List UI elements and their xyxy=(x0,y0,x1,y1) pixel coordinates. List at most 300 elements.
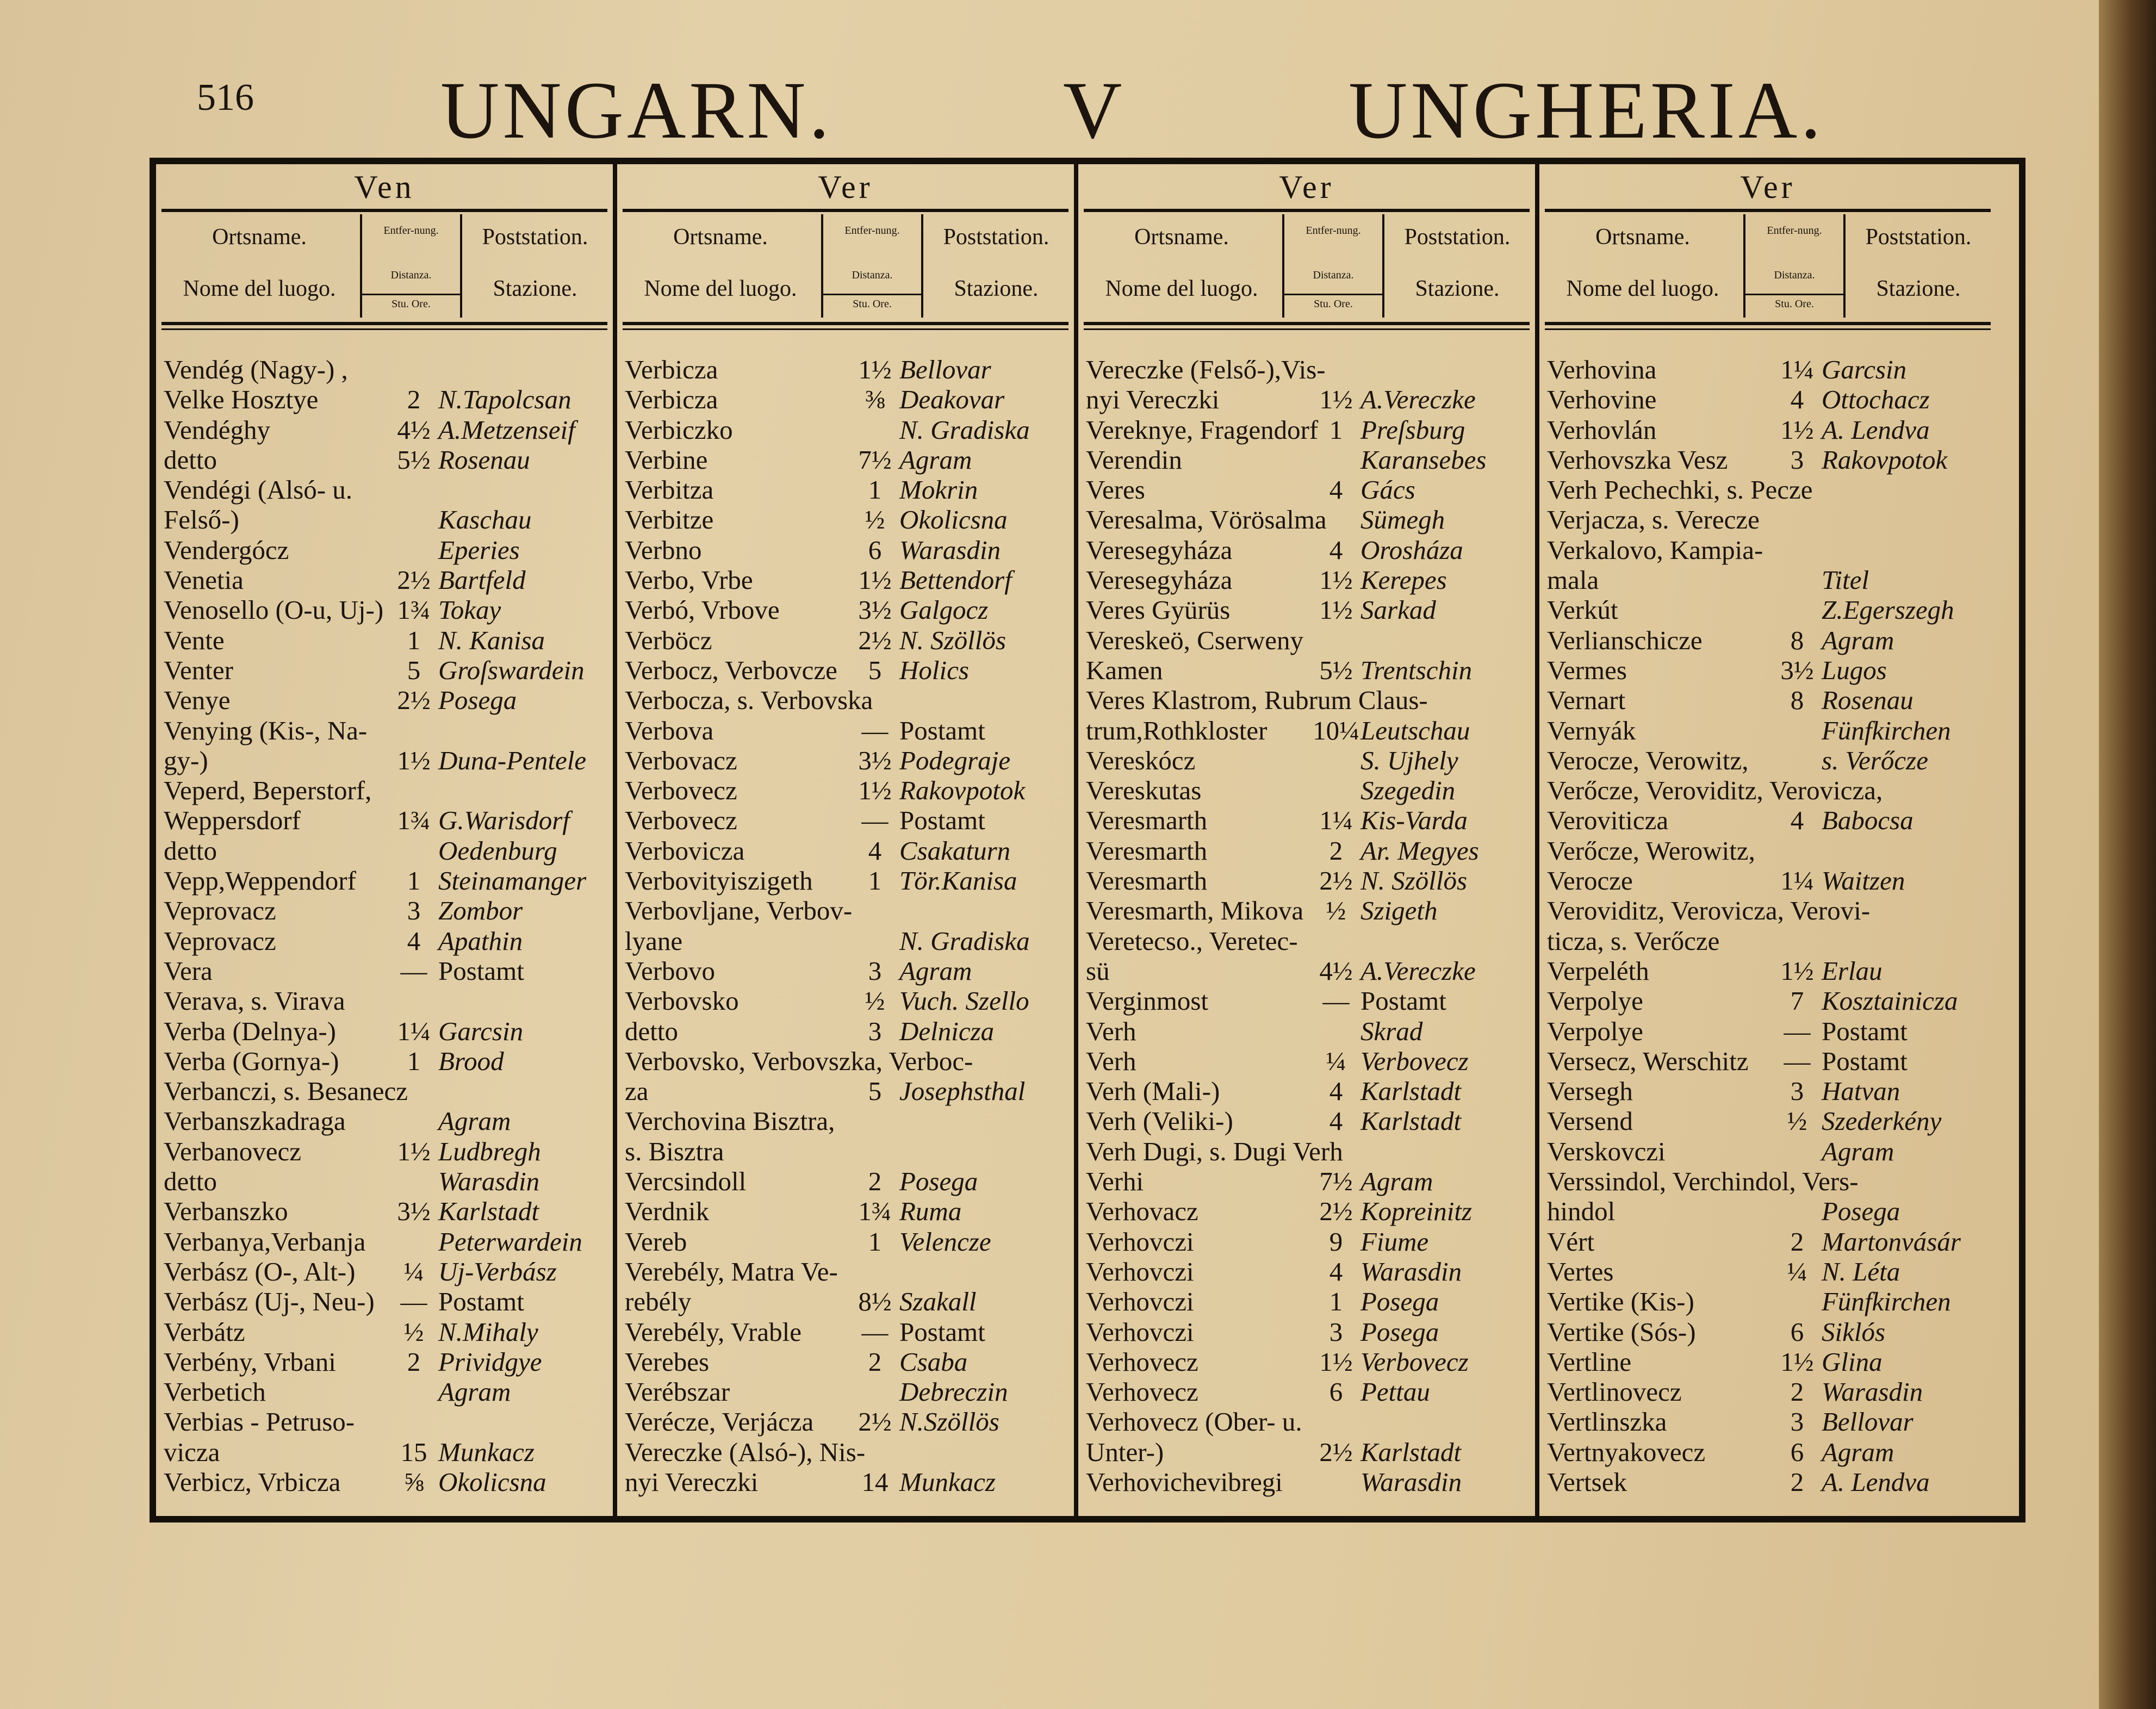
list-item xyxy=(164,565,610,595)
list-item xyxy=(1547,565,1993,595)
list-item xyxy=(625,535,1071,565)
post-station: G.Warisdorf xyxy=(438,805,570,836)
list-item xyxy=(1547,1437,1993,1467)
place-name: Verh xyxy=(1086,1046,1136,1076)
distance-value: 6 xyxy=(868,535,882,565)
place-name: Vereczke (Alsó-), Nis- xyxy=(625,1437,866,1467)
place-name: Verbicz, Vrbicza xyxy=(164,1466,341,1497)
header-rule xyxy=(1545,209,1991,212)
list-item xyxy=(1547,926,1993,956)
place-name: sü xyxy=(1086,955,1110,986)
post-station: Trentschin xyxy=(1360,655,1472,685)
place-name: Verba (Gornya-) xyxy=(164,1046,339,1076)
list-item xyxy=(1086,926,1532,956)
list-item xyxy=(164,355,610,384)
list-item xyxy=(625,896,1071,925)
post-station: Szakall xyxy=(899,1287,977,1317)
list-item xyxy=(164,595,610,625)
header-distance-unit: Stu. Ore. xyxy=(823,294,921,310)
entry-list xyxy=(164,355,610,1497)
place-name: Verkút xyxy=(1547,595,1618,625)
post-station: Szigeth xyxy=(1360,896,1438,926)
post-station: Garcsin xyxy=(438,1016,524,1046)
list-item xyxy=(625,986,1071,1016)
post-station: Postamt xyxy=(1822,1046,1908,1076)
header-distance-german: Entfer-nung. xyxy=(1767,225,1822,237)
place-name: Vertline xyxy=(1547,1346,1632,1377)
distance-value: 4½ xyxy=(1319,955,1353,986)
place-name: trum,Rothkloster xyxy=(1086,715,1267,745)
entry-list xyxy=(625,355,1071,1497)
post-station: Kaschau xyxy=(438,505,532,535)
list-item xyxy=(164,896,610,925)
distance-value: 8 xyxy=(1790,625,1804,655)
distance-value: 3 xyxy=(868,955,882,986)
place-name: Vertes xyxy=(1547,1256,1614,1287)
distance-value: 1½ xyxy=(1780,414,1814,445)
distance-value: — xyxy=(400,1287,427,1317)
header-distance-german: Entfer-nung. xyxy=(383,225,439,237)
post-station: Gács xyxy=(1360,475,1415,505)
place-name: Vertsek xyxy=(1547,1466,1627,1497)
entry-list xyxy=(1547,355,1993,1497)
place-name: hindol xyxy=(1547,1196,1616,1227)
list-item xyxy=(625,655,1071,685)
list-item xyxy=(625,956,1071,986)
list-item xyxy=(625,1046,1071,1076)
column-heading: Ver xyxy=(1279,169,1334,205)
post-station: Posega xyxy=(438,685,517,716)
post-station: Fünfkirchen xyxy=(1822,715,1951,745)
header-rule xyxy=(1545,328,1991,330)
post-station: Warasdin xyxy=(1360,1256,1462,1287)
list-item xyxy=(1086,1287,1532,1316)
distance-value: 1¼ xyxy=(1319,805,1353,836)
distance-value: 9 xyxy=(1329,1226,1343,1257)
post-station: Okolicsna xyxy=(438,1466,546,1497)
place-name: Vertlinszka xyxy=(1547,1407,1667,1437)
header-rule xyxy=(623,322,1068,325)
place-name: Verjacza, s. Verecze xyxy=(1547,505,1760,535)
list-item xyxy=(164,1136,610,1166)
header-post-italian: Stazione. xyxy=(1415,276,1500,301)
place-name: Verbász (Uj-, Neu-) xyxy=(164,1287,375,1317)
header-name-italian: Nome del luogo. xyxy=(183,276,336,301)
post-station: Martonvásár xyxy=(1822,1226,1961,1257)
distance-value: ½ xyxy=(865,505,885,535)
post-station: Szegedin xyxy=(1360,775,1456,806)
place-name: vicza xyxy=(164,1437,220,1467)
post-station: Galgocz xyxy=(899,595,989,625)
post-station: Posega xyxy=(1822,1196,1900,1227)
post-station: s. Verőcze xyxy=(1822,745,1928,775)
place-name: Vertike (Sós-) xyxy=(1547,1316,1696,1347)
place-name: Verpolye xyxy=(1547,1016,1643,1046)
place-name: Versend xyxy=(1547,1106,1633,1136)
distance-value: 7½ xyxy=(1319,1166,1353,1197)
post-station: A.Metzenseif xyxy=(438,414,575,445)
list-item xyxy=(1547,836,1993,866)
list-item xyxy=(164,1377,610,1407)
list-item xyxy=(1547,625,1993,655)
distance-value: 1½ xyxy=(397,745,431,775)
list-item xyxy=(164,475,610,505)
place-name: Verhovine xyxy=(1547,384,1657,415)
post-station: Postamt xyxy=(1822,1016,1908,1046)
post-station: Bettendorf xyxy=(899,565,1012,595)
page-number: 516 xyxy=(197,77,254,119)
distance-value: — xyxy=(861,1316,889,1347)
list-item xyxy=(1547,956,1993,986)
list-item xyxy=(625,716,1071,745)
list-item xyxy=(164,956,610,986)
place-name: Unter-) xyxy=(1086,1437,1164,1467)
book-gutter xyxy=(2099,0,2156,1709)
place-name: Verbanszko xyxy=(164,1196,288,1227)
place-name: detto xyxy=(164,835,217,866)
post-station: Brood xyxy=(438,1046,504,1076)
post-station: Kopreinitz xyxy=(1360,1196,1472,1227)
list-item xyxy=(1086,1016,1532,1046)
place-name: Verbetich xyxy=(164,1377,266,1407)
place-name: Venter xyxy=(164,655,233,685)
place-name: Venye xyxy=(164,685,231,716)
post-station: Babocsa xyxy=(1822,805,1913,836)
place-name: Versecz, Werschitz xyxy=(1547,1046,1749,1076)
place-name: Verocze, Verowitz, xyxy=(1547,745,1749,775)
distance-value: 2 xyxy=(868,1346,882,1377)
list-item xyxy=(625,1287,1071,1316)
distance-value: 14 xyxy=(861,1466,889,1497)
distance-value: ¼ xyxy=(1787,1256,1807,1287)
list-item xyxy=(164,655,610,685)
distance-value: 2½ xyxy=(397,685,431,716)
place-name: Verebély, Vrable xyxy=(625,1316,801,1347)
list-item xyxy=(1547,1287,1993,1316)
list-item xyxy=(164,1317,610,1347)
list-item xyxy=(625,1377,1071,1407)
place-name: Verőcze, Werowitz, xyxy=(1547,835,1755,866)
post-station: A.Vereczke xyxy=(1360,955,1476,986)
place-name: Verpeléth xyxy=(1547,955,1649,986)
distance-value: 2 xyxy=(1790,1226,1804,1257)
distance-value: 1¾ xyxy=(397,595,431,625)
post-station: Lugos xyxy=(1822,655,1887,685)
post-station: Postamt xyxy=(438,955,524,986)
place-name: Vereknye, Fragendorf xyxy=(1086,414,1319,445)
place-name: Verhovszka Vesz xyxy=(1547,444,1728,475)
list-item xyxy=(1086,1377,1532,1407)
list-item xyxy=(164,1196,610,1226)
place-name: Vereskeö, Cserweny xyxy=(1086,625,1304,655)
list-item xyxy=(1086,986,1532,1016)
distance-value: 1 xyxy=(407,1046,421,1076)
place-name: s. Bisztra xyxy=(625,1136,724,1166)
header-name-italian: Nome del luogo. xyxy=(1105,276,1258,301)
distance-value: 4½ xyxy=(397,414,431,445)
place-name: Vereb xyxy=(625,1226,687,1257)
post-station: Rosenau xyxy=(1822,685,1913,716)
list-item xyxy=(164,1166,610,1196)
place-name: Vendég (Nagy-) , xyxy=(164,355,348,384)
list-item xyxy=(1547,1257,1993,1287)
place-name: Vernart xyxy=(1547,685,1626,716)
distance-value: 5½ xyxy=(1319,655,1353,685)
post-station: Postamt xyxy=(899,1316,985,1347)
place-name: Verh (Mali-) xyxy=(1086,1076,1220,1107)
place-name: Vereskutas xyxy=(1086,775,1202,806)
place-name: Verebély, Matra Ve- xyxy=(625,1256,838,1287)
post-station: Prividgye xyxy=(438,1346,542,1377)
place-name: Vért xyxy=(1547,1226,1595,1257)
list-item xyxy=(625,1166,1071,1196)
distance-value: 4 xyxy=(1790,384,1804,415)
list-item xyxy=(625,1467,1071,1497)
place-name: Veresmarth xyxy=(1086,866,1208,896)
place-name: ticza, s. Verőcze xyxy=(1547,925,1720,956)
place-name: Vendéghy xyxy=(164,414,270,445)
distance-value: 4 xyxy=(1329,1256,1343,1287)
list-item xyxy=(625,415,1071,445)
distance-value: 1½ xyxy=(1319,595,1353,625)
distance-value: 5 xyxy=(868,1076,882,1107)
post-station: Bellovar xyxy=(1822,1407,1913,1437)
place-name: Verbovacz xyxy=(625,745,737,775)
list-item xyxy=(1086,1317,1532,1347)
list-item xyxy=(1547,805,1993,835)
distance-value: 1 xyxy=(868,866,882,896)
distance-value: 4 xyxy=(1329,1076,1343,1107)
place-name: Verhovecz xyxy=(1086,1377,1198,1407)
place-name: Verlianschicze xyxy=(1547,625,1703,655)
post-station: Hatvan xyxy=(1822,1076,1900,1107)
post-station: Agram xyxy=(1822,1437,1894,1467)
column-heading: Ven xyxy=(354,169,415,205)
post-station: Fünfkirchen xyxy=(1822,1287,1951,1317)
place-name: nyi Vereczki xyxy=(1086,384,1220,415)
place-name: Veres Gyürüs xyxy=(1086,595,1231,625)
distance-value: 2½ xyxy=(1319,1437,1353,1467)
place-name: Vente xyxy=(164,625,225,655)
post-station: Peterwardein xyxy=(438,1226,582,1257)
post-station: Debreczin xyxy=(899,1377,1008,1407)
list-item xyxy=(164,745,610,775)
table-column xyxy=(1539,164,1996,1516)
header-rule xyxy=(1084,322,1530,325)
distance-value: 6 xyxy=(1329,1377,1343,1407)
distance-value: 1 xyxy=(407,625,421,655)
place-name: Verbanovecz xyxy=(164,1136,302,1166)
distance-value: 1¼ xyxy=(397,1016,431,1046)
header-distance-italian: Distanza. xyxy=(390,269,432,281)
distance-value: — xyxy=(1784,1046,1811,1076)
distance-value: ⅝ xyxy=(403,1466,424,1497)
post-station: Sarkad xyxy=(1360,595,1436,625)
place-name: Verchovina Bisztra, xyxy=(625,1106,835,1136)
list-item xyxy=(164,805,610,835)
list-item xyxy=(1547,475,1993,505)
place-name: Felső-) xyxy=(164,505,239,535)
list-item xyxy=(625,926,1071,956)
post-station: Groſswardein xyxy=(438,655,585,685)
header-distance xyxy=(1743,214,1846,318)
place-name: Vera xyxy=(164,955,213,986)
header-distance-italian: Distanza. xyxy=(1313,269,1354,281)
header-rule xyxy=(1545,322,1991,325)
list-item xyxy=(1547,1196,1993,1226)
place-name: Verhovichevibregi xyxy=(1086,1466,1283,1497)
list-item xyxy=(1086,384,1532,414)
list-item xyxy=(164,1076,610,1106)
place-name: Verbovicza xyxy=(625,835,745,866)
place-name: Verba (Delnya-) xyxy=(164,1016,336,1046)
list-item xyxy=(1086,1046,1532,1076)
distance-value: 1 xyxy=(1329,1287,1343,1317)
post-station: Mokrin xyxy=(899,475,978,505)
place-name: Verkalovo, Kampia- xyxy=(1547,535,1763,565)
header-post-german: Poststation. xyxy=(1404,225,1511,250)
post-station: Verbovecz xyxy=(1360,1046,1469,1076)
distance-value: 3½ xyxy=(397,1196,431,1227)
post-station: Agram xyxy=(899,444,972,475)
distance-value: 4 xyxy=(1329,535,1343,565)
place-name: lyane xyxy=(625,925,683,956)
list-item xyxy=(625,1227,1071,1257)
list-item xyxy=(164,535,610,565)
place-name: Veres xyxy=(1086,475,1145,505)
distance-value: 1½ xyxy=(858,355,892,384)
list-item xyxy=(625,1437,1071,1467)
distance-value: 4 xyxy=(407,925,421,956)
list-item xyxy=(625,1407,1071,1437)
place-name: Veresegyháza xyxy=(1086,565,1233,595)
post-station: Csaba xyxy=(899,1346,968,1377)
list-item xyxy=(625,1196,1071,1226)
post-station: Velencze xyxy=(899,1226,991,1257)
list-item xyxy=(164,1467,610,1497)
list-item xyxy=(625,355,1071,384)
distance-value: 3½ xyxy=(858,595,892,625)
list-item xyxy=(625,625,1071,655)
list-item xyxy=(625,836,1071,866)
place-name: Verbovsko xyxy=(625,986,739,1016)
post-station: Sümegh xyxy=(1360,505,1445,535)
post-station: Karansebes xyxy=(1360,444,1487,475)
distance-value: 7 xyxy=(1790,986,1804,1016)
place-name: Verbanya,Verbanja xyxy=(164,1226,366,1257)
distance-value: 2 xyxy=(868,1166,882,1197)
place-name: Vendergócz xyxy=(164,535,289,565)
post-station: N.Szöllös xyxy=(899,1407,999,1437)
list-item xyxy=(164,1227,610,1257)
list-item xyxy=(164,505,610,535)
post-station: Podegraje xyxy=(899,745,1011,775)
list-item xyxy=(164,1287,610,1316)
post-station: Verbovecz xyxy=(1360,1346,1469,1377)
list-item xyxy=(1086,745,1532,775)
list-item xyxy=(1547,775,1993,805)
list-item xyxy=(625,1076,1071,1106)
list-item xyxy=(164,1437,610,1467)
list-item xyxy=(1547,655,1993,685)
distance-value: 6 xyxy=(1790,1437,1804,1467)
list-item xyxy=(625,805,1071,835)
list-item xyxy=(1086,1166,1532,1196)
list-item xyxy=(164,625,610,655)
post-station: N. Szöllös xyxy=(899,625,1006,655)
distance-value: 1¼ xyxy=(1780,355,1814,384)
list-item xyxy=(625,775,1071,805)
header-rule xyxy=(1084,209,1530,212)
place-name: Verbitze xyxy=(625,505,714,535)
column-heading: Ver xyxy=(818,169,873,205)
place-name: Verhovczi xyxy=(1086,1226,1194,1257)
distance-value: ½ xyxy=(403,1316,424,1347)
distance-value: 2 xyxy=(1329,835,1343,866)
post-station: Duna-Pentele xyxy=(438,745,587,775)
post-station: Agram xyxy=(1360,1166,1433,1197)
list-item xyxy=(164,1257,610,1287)
place-name: Verhovecz xyxy=(1086,1346,1198,1377)
list-item xyxy=(1547,1317,1993,1347)
list-item xyxy=(1086,595,1532,625)
post-station: Garcsin xyxy=(1822,355,1907,384)
list-item xyxy=(1086,1257,1532,1287)
post-station: Postamt xyxy=(899,805,985,836)
distance-value: 1½ xyxy=(858,565,892,595)
place-name: Veres Klastrom, Rubrum Claus- xyxy=(1086,685,1428,716)
place-name: detto xyxy=(164,444,217,475)
list-item xyxy=(625,866,1071,896)
place-name: Verböcz xyxy=(625,625,712,655)
post-station: Ruma xyxy=(899,1196,962,1227)
post-station: Warasdin xyxy=(899,535,1001,565)
list-item xyxy=(1547,1106,1993,1136)
place-name: Verbo, Vrbe xyxy=(625,565,753,595)
distance-value: 1 xyxy=(868,475,882,505)
distance-value: 3 xyxy=(1790,1407,1804,1437)
post-station: Ar. Megyes xyxy=(1360,835,1479,866)
place-name: Verbovecz xyxy=(625,805,737,836)
place-name: Verpolye xyxy=(1547,986,1643,1016)
distance-value: — xyxy=(1322,986,1350,1016)
post-station: Eperies xyxy=(438,535,520,565)
post-station: Karlstadt xyxy=(1360,1076,1462,1107)
list-item xyxy=(1547,445,1993,475)
place-name: Verhovlán xyxy=(1547,414,1657,445)
distance-value: 1½ xyxy=(858,775,892,806)
title-italian: UNGHERIA. xyxy=(1349,65,1824,156)
place-name: Verbiczko xyxy=(625,414,733,445)
list-item xyxy=(164,1407,610,1437)
distance-value: 10¼ xyxy=(1313,715,1359,745)
distance-value: 2½ xyxy=(1319,866,1353,896)
list-item xyxy=(1086,1106,1532,1136)
place-name: Verbicza xyxy=(625,355,718,384)
list-item xyxy=(1547,1467,1993,1497)
list-item xyxy=(1547,866,1993,896)
post-station: Deakovar xyxy=(899,384,1005,415)
place-name: Verbovo xyxy=(625,955,716,986)
post-station: N. Kanisa xyxy=(438,625,545,655)
place-name: Verssindol, Verchindol, Vers- xyxy=(1547,1166,1859,1197)
list-item xyxy=(625,685,1071,715)
list-item xyxy=(1547,1407,1993,1437)
post-station: Agram xyxy=(1822,625,1894,655)
post-station: Posega xyxy=(1360,1316,1439,1347)
place-name: Verbovsko, Verbovszka, Verboc- xyxy=(625,1046,973,1076)
place-name: Verhi xyxy=(1086,1166,1144,1197)
